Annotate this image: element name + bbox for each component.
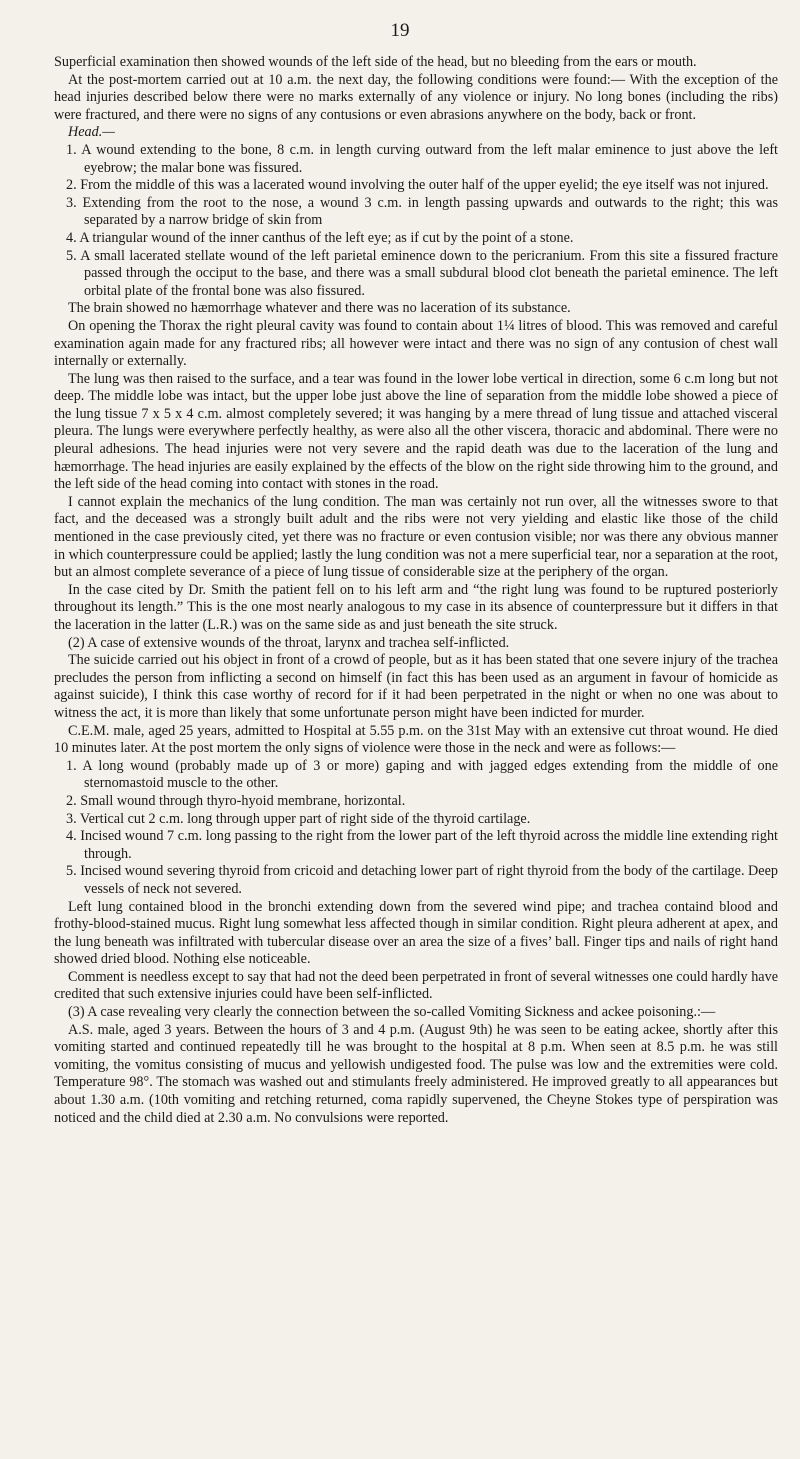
document-body [54,54,778,1127]
list-item: 3. Extending from the root to the nose, a wound 3 c.m. in length passing upwards and outwards to the right; this was separated by a narrow bridge of skin from [66,194,778,229]
list-item: 4. Incised wound 7 c.m. long passing to the right from the lower part of the left thyroid across the middle line extending right through. [66,828,778,862]
paragraph: A.S. male, aged 3 years. Between the hours of 3 and 4 p.m. (August 9th) he was seen to be eating ackee, shortly after this vomiting started and continued repeatedly till he was brought to the hospital at 8 p.m. When seen at 8.5 p.m. he was still vomiting, the vomitus consisting of mucus and yellowish undigested food. The pulse was low and the extremities were cold. Temperature 98°. The stomach was washed out and stimulants freely administered. He improved greatly to all appearances but about 1.30 a.m. (10th vomiting and retching returned, coma rapidly supervened, the Cheyne Stokes type of perspiration was noticed and the child died at 2.30 a.m. No convulsions were reported. [54,1021,778,1126]
list-item: 4. A triangular wound of the inner canthus of the left eye; as if cut by the point of a stone. [66,229,574,246]
list-item: 1. A long wound (probably made up of 3 or more) gaping and with jagged edges extending from the middle of one sternomastoid muscle to the other. [66,757,778,792]
section-heading: Head.— [68,124,115,141]
list-item: 2. From the middle of this was a lacerated wound involving the outer half of the upper eyelid; the eye itself was not injured. [66,177,769,194]
paragraph: C.E.M. male, aged 25 years, admitted to Hospital at 5.55 p.m. on the 31st May with an extensive cut throat wound. He died 10 minutes later. At the post mortem the only signs of violence were those in the neck and were as follows:— [54,722,778,757]
paragraph: Comment is needless except to say that had not the deed been perpetrated in front of several witnesses one could hardly have credited that such extensive injuries could have been self-inflicted. [54,968,778,1003]
page-number: 19 [390,20,410,41]
paragraph: Left lung contained blood in the bronchi extending down from the severed wind pipe; and trachea containd blood and frothy-blood-stained mucus. Right lung somewhat less affected though in similar condition. Right pleura adherent at apex, and the lung beneath was infiltrated with tubercular disease over an area the size of a fives’ ball. Finger tips and nails of right hand showed dried blood. Nothing else noticeable. [54,898,778,968]
paragraph: In the case cited by Dr. Smith the patient fell on to his left arm and “the right lung was found to be ruptured posteriorly throughout its length.” This is the one most nearly analogous to my case in its absence of counterpressure but it differs in that the laceration in the latter (L.R.) was on the same side as and just beneath the site struck. [54,581,778,633]
list-item: 1. A wound extending to the bone, 8 c.m. in length curving outward from the left malar eminence to just above the left eyebrow; the malar bone was fissured. [66,141,778,176]
paragraph: At the post-mortem carried out at 10 a.m. the next day, the following conditions were found:— With the exception of the head injuries described below there were no marks externally of any violence or injury. No long bones (including the ribs) were fractured, and there were no signs of any contusions or even abrasions anywhere on the body, back or front. [54,71,778,123]
list-item: 5. Incised wound severing thyroid from cricoid and detaching lower part of right thyroid from the body of the cartilage. Deep vessels of neck not severed. [66,863,778,897]
paragraph: The brain showed no hæmorrhage whatever and there was no laceration of its substance. [68,300,571,317]
paragraph: On opening the Thorax the right pleural cavity was found to contain about 1¼ litres of blood. This was removed and careful examination again made for any fractured ribs; all however were intact and there was no sign of any contusion of chest wall internally or externally. [54,317,778,370]
paragraph: (2) A case of extensive wounds of the throat, larynx and trachea self-inflicted. [68,634,510,651]
paragraph: Superficial examination then showed wounds of the left side of the head, but no bleeding from the ears or mouth. [54,54,697,70]
paragraph: I cannot explain the mechanics of the lung condition. The man was certainly not run over, all the witnesses swore to that fact, and the deceased was a strongly built adult and the ribs were not very yielding and elastic like those of the child mentioned in the case previously cited, yet there was no fracture or even contusion visible; nor was there any obvious manner in which counterpressure could be applied; lastly the lung condition was not a mere superficial tear, nor a separation at the root, but an almost complete severance of a piece of lung tissue of considerable size at the periphery of the organ. [54,493,778,581]
paragraph: The lung was then raised to the surface, and a tear was found in the lower lobe vertical in direction, some 6 c.m long but not deep. The middle lobe was intact, but the upper lobe just above the line of separation from the middle lobe showed a piece of the lung tissue 7 x 5 x 4 c.m. almost completely severed; it was hanging by a mere thread of lung tissue and attached visceral pleura. The lungs were everywhere perfectly healthy, as were also all the other viscera, thoracic and abdominal. There were no pleural adhesions. The head injuries were not very severe and the rapid death was due to the laceration of the lung and hæmorrhage. The head injuries are easily explained by the effects of the blow on the right side throwing him to the ground, and the left side of the head coming into contact with stones in the road. [54,370,778,493]
list-item: 2. Small wound through thyro-hyoid membrane, horizontal. [66,792,406,809]
paragraph: The suicide carried out his object in front of a crowd of people, but as it has been stated that one severe injury of the trachea precludes the person from inflicting a second on himself (in fact this has been used as an argument in favour of homicide as against suicide), I think this case worthy of record for if it had been perpetrated in the night or when no one was about to witness the act, it is more than likely that some unfortunate person might have been indicted for murder. [54,652,778,721]
list-item: 3. Vertical cut 2 c.m. long through upper part of right side of the thyroid cartilage. [66,810,531,827]
list-item: 5. A small lacerated stellate wound of the left parietal eminence down to the pericranium. From this site a fissured fracture passed through the occiput to the base, and there was a small subdural blood clot beneath the parietal eminence. The left orbital plate of the frontal bone was also fissured. [66,247,778,299]
paragraph: (3) A case revealing very clearly the connection between the so-called Vomiting Sickness and ackee poisoning.:— [68,1004,716,1021]
